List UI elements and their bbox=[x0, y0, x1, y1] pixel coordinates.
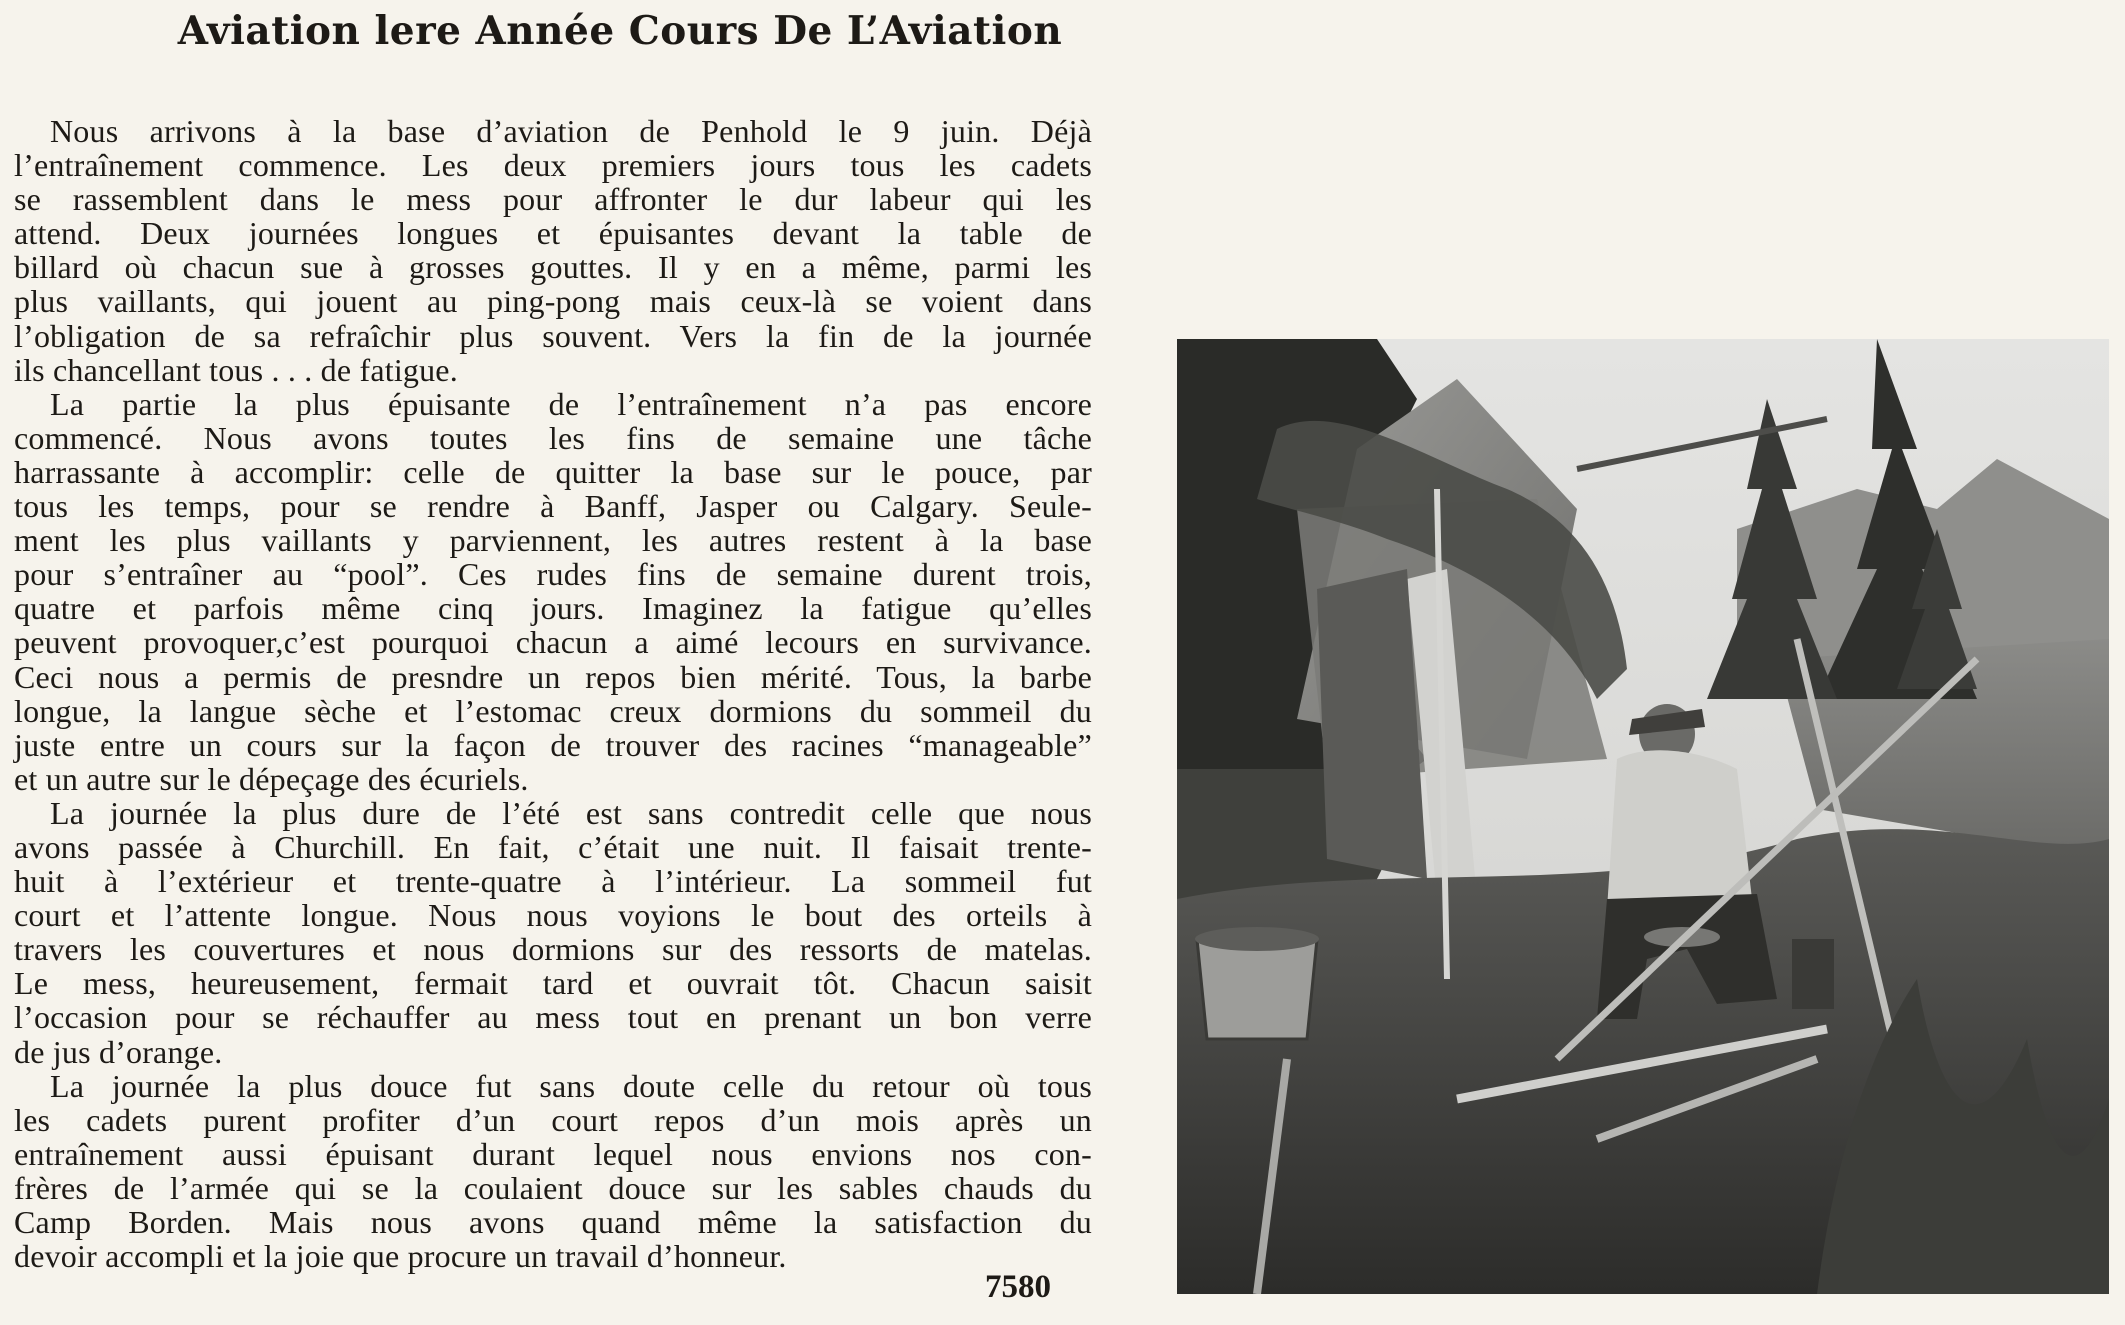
text-line: entraînement aussi épuisant durant lequel nous envions nos con- bbox=[14, 1135, 1092, 1172]
text-line: commencé. Nous avons toutes les fins de semaine une tâche bbox=[14, 419, 1092, 456]
article-paragraph bbox=[14, 1069, 1092, 1274]
page-title: Aviation lere Année Cours De L’Aviation bbox=[177, 8, 1063, 54]
text-line: de jus d’orange. bbox=[14, 1033, 223, 1070]
photo-bucket-rim bbox=[1195, 927, 1319, 951]
text-line: frères de l’armée qui se la coulaient douce sur les sables chauds du bbox=[14, 1169, 1092, 1206]
text-line: les cadets purent profiter d’un court repos d’un mois après un bbox=[14, 1101, 1092, 1138]
campsite-photo bbox=[1177, 339, 2109, 1294]
text-line: l’entraînement commence. Les deux premiers jours tous les cadets bbox=[14, 147, 1092, 184]
text-line: se rassemblent dans le mess pour affronter le dur labeur qui les bbox=[14, 181, 1092, 218]
text-line: La journée la plus douce fut sans doute celle du retour où tous bbox=[50, 1067, 1092, 1104]
text-line: et un autre sur le dépeçage des écuriels. bbox=[14, 760, 529, 797]
text-line: avons passée à Churchill. En fait, c’était une nuit. Il faisait trente- bbox=[14, 828, 1092, 865]
text-line: billard où chacun sue à grosses gouttes. Il y en a même, parmi les bbox=[14, 249, 1092, 286]
text-line: court et l’attente longue. Nous nous voyions le bout des orteils à bbox=[14, 897, 1092, 934]
text-line: devoir accompli et la joie que procure un travail d’honneur. bbox=[14, 1238, 787, 1275]
text-line: La partie la plus épuisante de l’entraînement n’a pas encore bbox=[50, 385, 1092, 422]
article-paragraph bbox=[14, 796, 1092, 1069]
text-line: Ceci nous a permis de presndre un repos bien mérité. Tous, la barbe bbox=[14, 658, 1092, 695]
text-line: l’occasion pour se réchauffer au mess tout en prenant un bon verre bbox=[14, 999, 1092, 1036]
text-line: l’obligation de sa refraîchir plus souvent. Vers la fin de la journée bbox=[14, 317, 1092, 354]
text-line: quatre et parfois même cinq jours. Imaginez la fatigue qu’elles bbox=[14, 590, 1092, 627]
photo-tin-can bbox=[1792, 939, 1834, 1009]
text-line: ment les plus vaillants y parviennent, les autres restent à la base bbox=[14, 522, 1092, 559]
article-body bbox=[14, 114, 1092, 1273]
text-line: Nous arrivons à la base d’aviation de Penhold le 9 juin. Déjà bbox=[50, 113, 1092, 149]
text-line: attend. Deux journées longues et épuisantes devant la table de bbox=[14, 215, 1092, 252]
text-line: huit à l’extérieur et trente-quatre à l’intérieur. La sommeil fut bbox=[14, 863, 1092, 900]
text-line: La journée la plus dure de l’été est sans contredit celle que nous bbox=[50, 794, 1092, 831]
text-line: travers les couvertures et nous dormions sur des ressorts de matelas. bbox=[14, 931, 1092, 968]
article-paragraph bbox=[14, 387, 1092, 796]
text-line: Camp Borden. Mais nous avons quand même la satisfaction du bbox=[14, 1204, 1092, 1240]
text-line: plus vaillants, qui jouent au ping-pong mais ceux-là se voient dans bbox=[14, 283, 1092, 320]
photo-man-shirt bbox=[1607, 750, 1752, 909]
text-line: tous les temps, pour se rendre à Banff, Jasper ou Calgary. Seule- bbox=[14, 488, 1092, 525]
text-line: juste entre un cours sur la façon de trouver des racines “manageable” bbox=[14, 726, 1092, 763]
text-line: peuvent provoquer,c’est pourquoi chacun a aimé lecours en survivance. bbox=[14, 624, 1092, 661]
text-line: ils chancellant tous . . . de fatigue. bbox=[14, 351, 458, 388]
article-paragraph bbox=[14, 114, 1092, 387]
text-line: Le mess, heureusement, fermait tard et ouvrait tôt. Chacun saisit bbox=[14, 965, 1092, 1002]
text-line: longue, la langue sèche et l’estomac creux dormions du sommeil du bbox=[14, 692, 1092, 729]
text-line: harrassante à accomplir: celle de quitter la base sur le pouce, par bbox=[14, 453, 1092, 490]
photo-bucket bbox=[1197, 939, 1317, 1039]
page-number: 7580 bbox=[985, 1269, 1051, 1305]
text-line: pour s’entraîner au “pool”. Ces rudes fins de semaine durent trois, bbox=[14, 556, 1092, 593]
